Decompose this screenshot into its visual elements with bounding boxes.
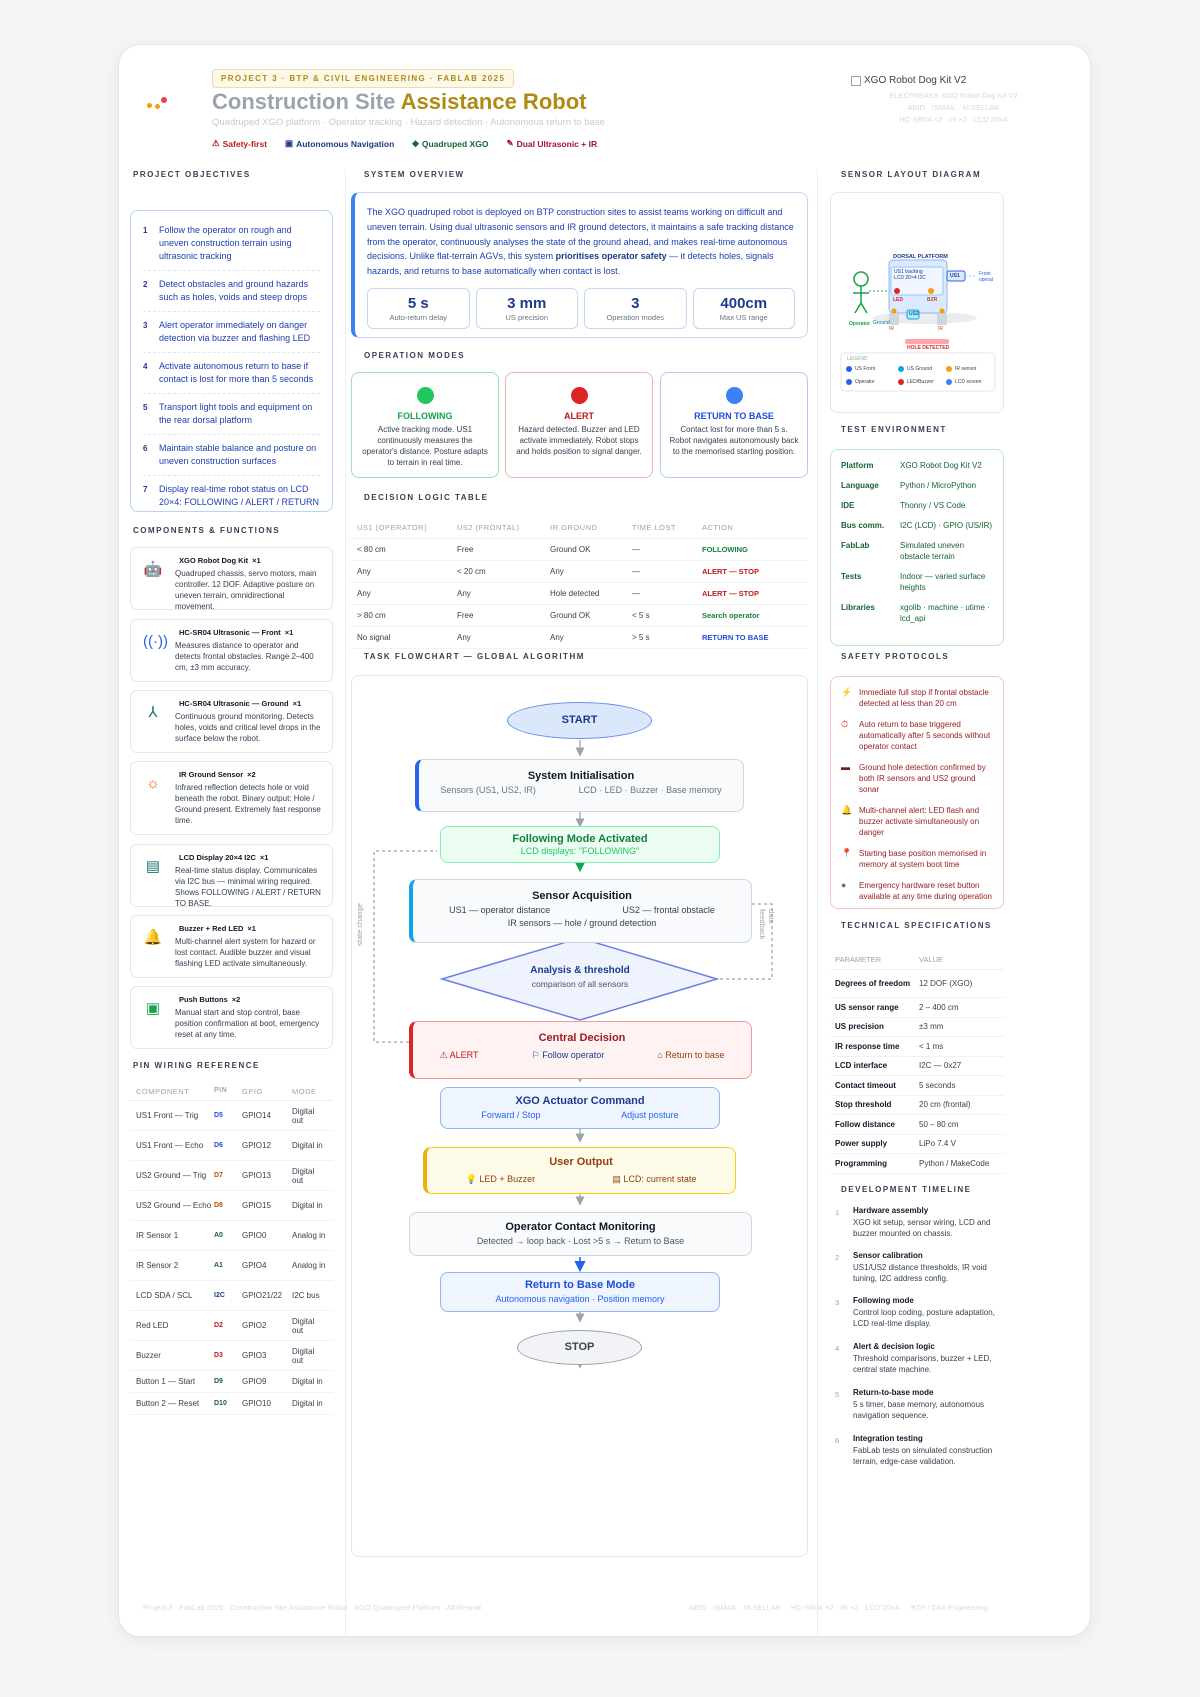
return-box: Return to Base Mode Autonomous navigation · Position memory (440, 1272, 720, 1312)
decision-box: Central Decision ⚠ ALERT ⚐ Follow operator ⌂ Return to base (409, 1021, 752, 1079)
acquisition-box: Sensor Acquisition US1 — operator distance US2 — frontal obstacle IR sensors — hole / ground detection (409, 879, 752, 943)
overview-heading: SYSTEM OVERVIEW (364, 170, 465, 179)
tag-sensors: ✎ Dual Ultrasonic + IR (506, 138, 598, 149)
pin-icon: 📍 (841, 848, 853, 858)
table-row: No signal Any Any > 5 s RETURN TO BASE (351, 627, 808, 649)
us2-label: US2 (909, 311, 919, 317)
legend-item: IR sensor (955, 366, 977, 372)
pin-table-header: COMPONENT PIN GPIO MODE (130, 1083, 333, 1101)
image-alt: XGO Robot Dog Kit V2 (864, 75, 967, 86)
timeline-item: 3 Following mode Control loop coding, posture adaptation, LCD real-time display. (835, 1296, 995, 1328)
image-caption-1: ELECFREAKS XGO Robot Dog Kit V2 (889, 91, 1018, 100)
ir-icon: ☼ (146, 775, 160, 792)
table-row: US1 Front — Echo D6 GPIO12 Digital in (130, 1131, 333, 1161)
timeline-item: 5 Return-to-base mode 5 s timer, base memory, autonomous navigation sequence. (835, 1388, 985, 1420)
sensor-diagram (830, 192, 1004, 413)
ir-label-left: IR (889, 326, 894, 332)
table-row: Degrees of freedom 12 DOF (XGO) (830, 970, 1004, 998)
table-row: Programming Python / MakeCode (830, 1154, 1004, 1174)
stop-node: STOP (517, 1330, 642, 1365)
table-row: Follow distance 50 – 80 cm (830, 1115, 1004, 1135)
flowchart (351, 675, 808, 1557)
specs-heading: TECHNICAL SPECIFICATIONS (841, 921, 992, 930)
legend-item: Operator (855, 379, 875, 385)
env-row: Libraries xgolib · machine · utime · lcd_api (841, 603, 990, 623)
table-row: Button 1 — Start D9 GPIO9 Digital in (130, 1371, 333, 1393)
objective-item: 2 Detect obstacles and ground hazards such as holes, voids and steep drops (143, 271, 320, 312)
image-caption-2: ABID · ISMAIL · M.SELLAK (907, 103, 1000, 112)
component-card: ⅄ HC-SR04 Ultrasonic — Ground ×1 Continuous ground monitoring. Detects holes, voids and critical level drops in the surface below the robot. (130, 690, 333, 753)
table-row: < 80 cm Free Ground OK — FOLLOWING (351, 539, 808, 561)
safety-item: ⏱ Auto return to base triggered automatically after 5 seconds without operator contact (841, 719, 991, 751)
env-row: Bus comm. I2C (LCD) · GPIO (US/IR) (841, 521, 993, 530)
buzzer-marker (928, 288, 934, 294)
env-row: Language Python / MicroPython (841, 481, 977, 490)
ir-label-right: IR (938, 326, 943, 332)
ultrasonic-icon: ((·)) (143, 633, 168, 650)
objective-item: 6 Maintain stable balance and posture on uneven construction surfaces (143, 435, 320, 476)
stat-card: 400cm Max US range (693, 288, 796, 329)
state-change-label: state change (355, 903, 364, 946)
env-heading: TEST ENVIRONMENT (841, 425, 947, 434)
front-label: Front operat (979, 271, 994, 283)
following-box: Following Mode Activated LCD displays: "FOLLOWING" (440, 826, 720, 863)
mode-alert: ALERT Hazard detected. Buzzer and LED activate immediately. Robot stops and holds position to signal danger. (505, 372, 653, 478)
table-row: Any Any Hole detected — ALERT — STOP (351, 583, 808, 605)
push-button-icon: ▣ (145, 1000, 161, 1017)
legend-item: US Ground (907, 366, 933, 372)
legend-item: LED/Buzzer (907, 379, 934, 385)
timer-icon: ⏱ (841, 719, 849, 729)
bell-icon: 🔔 (841, 805, 853, 815)
env-row: Tests Indoor — varied surface heights (841, 572, 986, 592)
flowchart-heading: TASK FLOWCHART — GLOBAL ALGORITHM (364, 652, 585, 661)
component-card: ▣ Push Buttons ×2 Manual start and stop control, base position confirmation at boot, emergency reset at any time. (130, 986, 333, 1049)
component-card: ((·)) HC-SR04 Ultrasonic — Front ×1 Measures distance to operator and detects frontal obstacles. Range 2–400 cm, ±3 mm accuracy. (130, 619, 333, 682)
analysis-box: Analysis & threshold comparison of all sensors (530, 965, 630, 989)
us1-label: US1 (950, 273, 960, 279)
operator-figure (853, 272, 869, 313)
tag-safety: ⚠ Safety-first (212, 138, 268, 149)
table-row: Red LED D2 GPIO2 Digital out (130, 1311, 333, 1341)
broken-image-icon (851, 75, 1056, 86)
table-row: US2 Ground — Trig D7 GPIO13 Digital out (130, 1161, 333, 1191)
decision-table (351, 517, 808, 649)
timeline-item: 4 Alert & decision logic Threshold comparisons, buzzer + LED, central state machine. (835, 1342, 992, 1374)
timeline-item: 2 Sensor calibration US1/US2 distance thresholds, IR void tuning, I2C address config. (835, 1251, 987, 1283)
hole-label: HOLE DETECTED (907, 345, 950, 351)
legend-item: LCD screen (955, 379, 982, 385)
pin-heading: PIN WIRING REFERENCE (133, 1061, 260, 1070)
objective-item: 7 Display real-time robot status on LCD 20×4: FOLLOWING / ALERT / RETURN (143, 484, 319, 507)
legend-item: US Front (855, 366, 876, 372)
flash-icon: ⚡ (841, 687, 853, 697)
pin-table (130, 1083, 333, 1415)
env-row: FabLab Simulated uneven obstacle terrain (841, 541, 965, 561)
warning-icon: ⚠ (212, 138, 220, 148)
dog-icon: ◆ (412, 138, 419, 148)
robot-dog-icon: 🤖 (143, 561, 163, 578)
stat-card: 3 Operation modes (584, 288, 687, 329)
stat-card: 3 mm US precision (476, 288, 579, 329)
sensor-diagram-heading: SENSOR LAYOUT DIAGRAM (841, 170, 982, 179)
robot-icon: ▣ (285, 138, 294, 148)
stats-row (367, 288, 795, 329)
bzr-label: BZR (927, 297, 938, 303)
safety-item: ● Emergency hardware reset button available at any time during operation (841, 880, 992, 901)
safety-item: ⚡ Immediate full stop if frontal obstacle detected at less than 20 cm (841, 687, 989, 708)
table-row: LCD interface I2C — 0x27 (830, 1057, 1004, 1077)
decision-heading: DECISION LOGIC TABLE (364, 493, 489, 502)
table-row: IR Sensor 1 A0 GPIO0 Analog in (130, 1221, 333, 1251)
table-row: > 80 cm Free Ground OK < 5 s Search operator (351, 605, 808, 627)
component-card: 🔔 Buzzer + Red LED ×1 Multi-channel alert system for hazard or lost contact. Audible buzzer and visual flashing LED activate simultaneously. (130, 915, 333, 978)
table-row: Contact timeout 5 seconds (830, 1076, 1004, 1096)
table-row: Button 2 — Reset D10 GPIO10 Digital in (130, 1393, 333, 1415)
timeline-item: 6 Integration testing FabLab tests on simulated construction terrain, edge-case validation. (835, 1434, 993, 1466)
stat-card: 5 s Auto-return delay (367, 288, 470, 329)
component-card: ▤ LCD Display 20×4 I2C ×1 Real-time status display. Communicates via I2C bus — minimal wiring required. Shows FOLLOWING / ALERT / RETURN TO BASE. (130, 844, 333, 907)
table-row: US precision ±3 mm (830, 1018, 1004, 1038)
actuator-box: XGO Actuator Command Forward / Stop Adjust posture (440, 1087, 720, 1129)
table-row: IR Sensor 2 A1 GPIO4 Analog in (130, 1251, 333, 1281)
bell-icon: 🔔 (143, 929, 163, 946)
env-row: IDE Thonny / VS Code (841, 501, 966, 510)
lcd-icon: ▤ (145, 858, 161, 875)
component-card: 🤖 XGO Robot Dog Kit ×1 Quadruped chassis, servo motors, main controller. 12 DOF. Adaptive posture on uneven terrain, omnidirectional movement. (130, 547, 333, 610)
ground-label: Ground (873, 320, 890, 326)
footer-sensors: HC-SR04 ×2 · IR ×2 · LCD 20×4 (791, 1603, 900, 1612)
specs-table-header: PARAMETER VALUE (830, 950, 1004, 970)
timeline-heading: DEVELOPMENT TIMELINE (841, 1185, 972, 1194)
page-title: Construction Site Assistance Robot (212, 89, 587, 114)
safety-protocols (830, 676, 1004, 909)
table-row: Stop threshold 20 cm (frontal) (830, 1096, 1004, 1116)
tag-quadruped: ◆ Quadruped XGO (412, 138, 489, 149)
led-marker (894, 288, 900, 294)
data-feedback-label: data feedback (758, 909, 776, 940)
modes-heading: OPERATION MODES (364, 351, 466, 360)
table-row: IR response time < 1 ms (830, 1037, 1004, 1057)
objective-item: 1 Follow the operator on rough and uneven construction terrain using ultrasonic tracking (143, 217, 320, 271)
table-row: Power supply LiPo 7.4 V (830, 1135, 1004, 1155)
table-row: US2 Ground — Echo D8 GPIO15 Digital in (130, 1191, 333, 1221)
mode-return: RETURN TO BASE Contact lost for more than 5 s. Robot navigates autonomously back to the memorised starting position. (660, 372, 808, 478)
hole-icon: ▬ (841, 762, 850, 772)
objective-item: 3 Alert operator immediately on danger detection via buzzer and flashing LED (143, 312, 320, 353)
table-row: Any < 20 cm Any — ALERT — STOP (351, 561, 808, 583)
test-environment (830, 449, 1004, 646)
footer-left: Project 3 · FabLab 2025 · Construction Site Assistance Robot · XGO Quadruped Platform · All Rennat (143, 1603, 482, 1612)
signal-icon: ✎ (506, 138, 514, 148)
table-row: US1 Front — Trig D5 GPIO14 Digital out (130, 1101, 333, 1131)
safety-item: 🔔 Multi-channel alert: LED flash and buzzer activate simultaneously on danger (841, 805, 980, 837)
legend-title: LEGEND (847, 356, 868, 362)
table-row: Buzzer D3 GPIO3 Digital out (130, 1341, 333, 1371)
specs-table (830, 950, 1004, 1174)
init-box: System Initialisation Sensors (US1, US2, IR) LCD · LED · Buzzer · Base memory (415, 759, 744, 812)
lcd-label: US1 tracking LCD 20×4 I2C (894, 269, 926, 281)
led-label: LED (893, 297, 903, 303)
mode-following: FOLLOWING Active tracking mode. US1 continuously measures the operator's distance. Posture adapts to terrain in real time. (351, 372, 499, 478)
table-row: LCD SDA / SCL I2C GPIO21/22 I2C bus (130, 1281, 333, 1311)
page-subtitle: Quadruped XGO platform · Operator tracking · Hazard detection · Autonomous return to base (212, 117, 605, 128)
decision-table-header: US1 (OPERATOR) US2 (FRONTAL) IR GROUND TIME LOST ACTION (351, 517, 808, 539)
table-row: US sensor range 2 – 400 cm (830, 998, 1004, 1018)
footer-authors: ABID · ISMAIL · M.SELLAK (689, 1603, 781, 1612)
tag-navigation: ▣ Autonomous Navigation (285, 138, 395, 149)
poster-card (118, 44, 1091, 1637)
timeline-item: 1 Hardware assembly XGO kit setup, sensor wiring, LCD and buzzer mounted on chassis. (835, 1206, 991, 1238)
safety-heading: SAFETY PROTOCOLS (841, 652, 950, 661)
objective-item: 5 Transport light tools and equipment on the rear dorsal platform (143, 394, 320, 435)
env-row: Platform XGO Robot Dog Kit V2 (841, 461, 982, 470)
operator-label: Operator (849, 321, 871, 327)
component-card: ☼ IR Ground Sensor ×2 Infrared reflection detects hole or void beneath the robot. Binary output: Hole / Ground present. Extremely fast response time. (130, 761, 333, 835)
components-heading: COMPONENTS & FUNCTIONS (133, 526, 281, 535)
ground-sensor-icon: ⅄ (148, 704, 158, 721)
objectives-heading: PROJECT OBJECTIVES (133, 170, 251, 179)
dorsal-label: DORSAL PLATFORM (893, 254, 948, 260)
footer-right: BTP / Civil Engineering (911, 1603, 988, 1612)
objectives-list (130, 210, 333, 512)
emergency-button-icon: ● (841, 880, 847, 890)
output-box: User Output 💡 LED + Buzzer ▤ LCD: current state (423, 1147, 736, 1194)
safety-item: ▬ Ground hole detection confirmed by both IR sensors and US2 ground sonar (841, 762, 986, 794)
overview-panel (351, 192, 808, 338)
safety-item: 📍 Starting base position memorised in memory at system boot time (841, 848, 987, 869)
objective-item: 4 Activate autonomous return to base if contact is lost for more than 5 seconds (143, 353, 320, 394)
overview-text: The XGO quadruped robot is deployed on BTP construction sites to assist teams working on difficult and uneven terrain. Using dual ultrasonic sensors and IR ground detectors, it maintains a safe tracking distance from the operator, continuously analyses the state of the ground ahead, and makes real-time autonomous decisions. Unlike flat-terrain AGVs, this system prioritises operator safety — it detects holes, signals hazards, and returns to base automatically when contact is lost. (367, 207, 794, 277)
tag-row (212, 138, 597, 149)
start-node: START (507, 702, 652, 739)
monitoring-box: Operator Contact Monitoring Detected → loop back · Lost >5 s → Return to Base (409, 1212, 752, 1256)
image-caption-3: HC-SR04 ×2 · IR ×2 · LCD 20×4 (899, 115, 1008, 124)
project-kicker: PROJECT 3 · BTP & CIVIL ENGINEERING · FABLAB 2025 (212, 69, 514, 88)
kit-image (851, 75, 1056, 165)
